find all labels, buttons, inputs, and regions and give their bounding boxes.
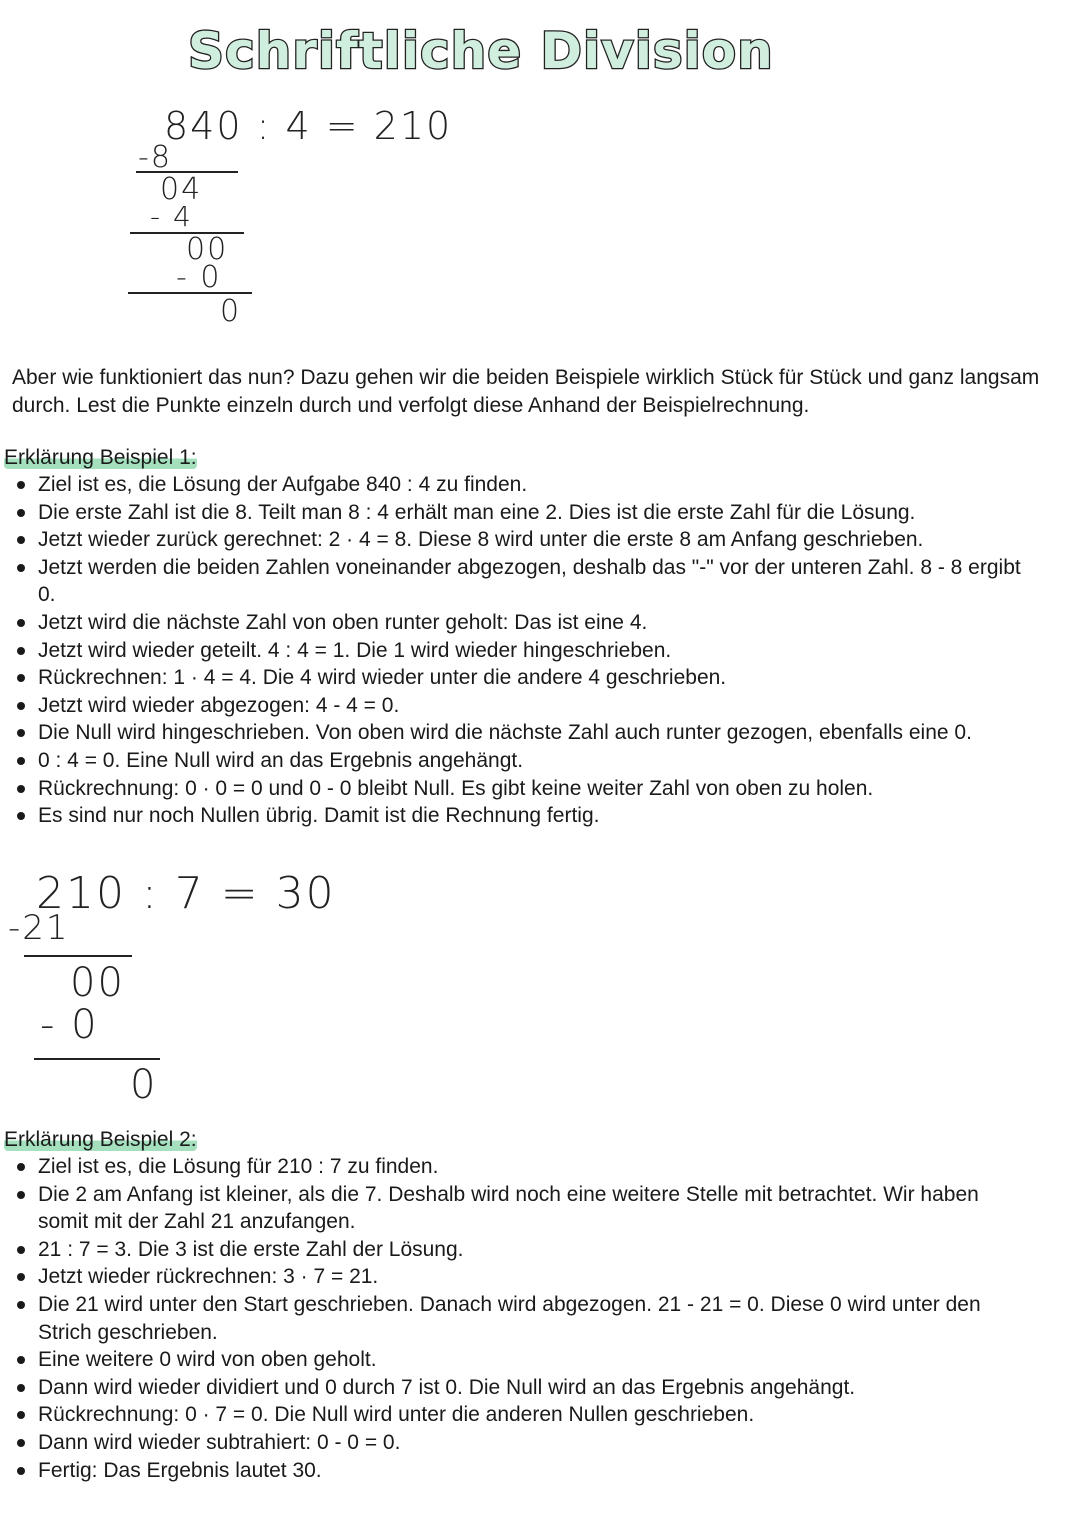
intro-paragraph: Aber wie funktioniert das nun? Dazu gehen wir die beiden Beispiele wirklich Stück für Stück und ganz langsam durch. Lest die Punkte einzeln durch und verfolgt diese Anhand der Beispielrechnung.: [12, 366, 1040, 417]
list-item: Fertig: Das Ergebnis lautet 30.: [14, 1457, 1054, 1485]
example2-rule: [24, 955, 132, 957]
list-item: Die Null wird hingeschrieben. Von oben wird die nächste Zahl auch runter gezogen, ebenfalls eine 0.: [14, 719, 1054, 747]
example1-equation: 840 : 4 = 210: [164, 104, 453, 148]
list-item: Jetzt wird wieder geteilt. 4 : 4 = 1. Die 1 wird wieder hingeschrieben.: [14, 637, 1054, 665]
list-item: Jetzt wieder rückrechnen: 3 · 7 = 21.: [14, 1263, 1054, 1291]
example1-step: 0: [220, 294, 242, 329]
list-item: Rückrechnen: 1 · 4 = 4. Die 4 wird wieder unter die andere 4 geschrieben.: [14, 664, 1054, 692]
list-item: Dann wird wieder dividiert und 0 durch 7 ist 0. Die Null wird an das Ergebnis angehängt.: [14, 1374, 1054, 1402]
list-item: Jetzt wieder zurück gerechnet: 2 · 4 = 8. Diese 8 wird unter die erste 8 am Anfang geschrieben.: [14, 526, 1054, 554]
example1-step: - 4: [150, 200, 193, 233]
list-item: Die 2 am Anfang ist kleiner, als die 7. Deshalb wird noch eine weitere Stelle mit betrachtet. Wir haben somit mit der Zahl 21 anzufangen.: [14, 1181, 1054, 1236]
list-item: Jetzt werden die beiden Zahlen voneinander abgezogen, deshalb das "-" vor der unteren Zahl. 8 - 8 ergibt 0.: [14, 554, 1054, 609]
list-item: Rückrechnung: 0 · 7 = 0. Die Null wird unter die anderen Nullen geschrieben.: [14, 1401, 1054, 1429]
list-item: Dann wird wieder subtrahiert: 0 - 0 = 0.: [14, 1429, 1054, 1457]
example2-equation: 210 : 7 = 30: [36, 868, 336, 919]
page-title: [180, 14, 820, 80]
list-item: 21 : 7 = 3. Die 3 ist die erste Zahl der Lösung.: [14, 1236, 1054, 1264]
list-item: Jetzt wird wieder abgezogen: 4 - 4 = 0.: [14, 692, 1054, 720]
list-item: Ziel ist es, die Lösung der Aufgabe 840 : 4 zu finden.: [14, 471, 1054, 499]
title-text: Schriftliche Division: [188, 22, 774, 80]
example1-step: -8: [138, 140, 172, 175]
example2-step: 0: [130, 1062, 158, 1108]
example2-step: 00: [70, 960, 125, 1006]
explanation1-list: [14, 471, 1054, 830]
example1-step: - 0: [176, 260, 222, 295]
list-item: Eine weitere 0 wird von oben geholt.: [14, 1346, 1054, 1374]
example2-step: -21: [8, 908, 70, 948]
list-item: Ziel ist es, die Lösung für 210 : 7 zu finden.: [14, 1153, 1054, 1181]
list-item: Die 21 wird unter den Start geschrieben. Danach wird abgezogen. 21 - 21 = 0. Diese 0 wird unter den Strich geschrieben.: [14, 1291, 1054, 1346]
list-item: Es sind nur noch Nullen übrig. Damit ist die Rechnung fertig.: [14, 802, 1054, 830]
example2-step: - 0: [40, 1002, 99, 1048]
example1-step: 04: [160, 172, 203, 207]
explanation2-heading: [4, 1127, 201, 1153]
example1-step: 00: [186, 232, 229, 267]
list-item: Rückrechnung: 0 · 0 = 0 und 0 - 0 bleibt Null. Es gibt keine weiter Zahl von oben zu holen.: [14, 775, 1054, 803]
explanation1-heading-text: Erklärung Beispiel 1:: [4, 446, 197, 469]
list-item: Die erste Zahl ist die 8. Teilt man 8 : 4 erhält man eine 2. Dies ist die erste Zahl für die Lösung.: [14, 499, 1054, 527]
list-item: 0 : 4 = 0. Eine Null wird an das Ergebnis angehängt.: [14, 747, 1054, 775]
explanation2-list: [14, 1153, 1054, 1484]
explanation1-heading: [4, 445, 201, 471]
list-item: Jetzt wird die nächste Zahl von oben runter geholt: Das ist eine 4.: [14, 609, 1054, 637]
example2-rule: [34, 1058, 160, 1060]
explanation2-heading-text: Erklärung Beispiel 2:: [4, 1128, 197, 1151]
